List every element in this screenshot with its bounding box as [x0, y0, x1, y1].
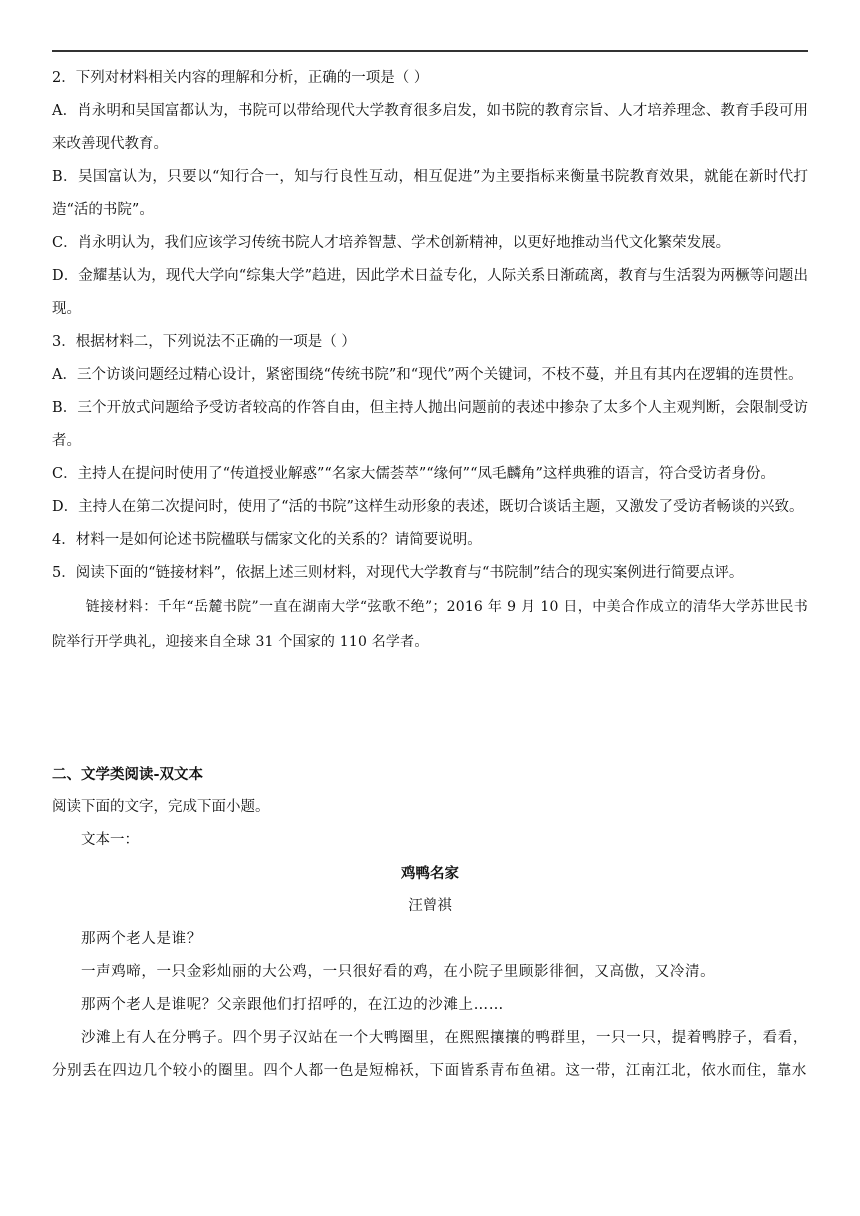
- question-3-option-b: B．三个开放式问题给予受访者较高的作答自由，但主持人抛出问题前的表述中掺杂了太多个人主观判断，会限制受访者。: [52, 400, 808, 449]
- story-title: 鸡鸭名家: [401, 865, 459, 882]
- question-2-option-d: D．金耀基认为，现代大学向“综集大学”趋进，因此学术日益专化，人际关系日渐疏离，教育与生活裂为两橛等问题出现。: [52, 268, 808, 317]
- question-2-option-a: A．肖永明和吴国富都认为，书院可以带给现代大学教育很多启发，如书院的教育宗旨、人才培养理念、教育手段可用来改善现代教育。: [52, 103, 808, 152]
- story-paragraph: 那两个老人是谁呢？父亲跟他们打招呼的，在江边的沙滩上……: [81, 997, 504, 1013]
- story-paragraph: 一声鸡啼，一只金彩灿丽的大公鸡，一只很好看的鸡，在小院子里顾影徘徊，又高傲，又冷清。: [81, 964, 716, 980]
- question-2-option-c: C．肖永明认为，我们应该学习传统书院人才培养智慧、学术创新精神，以更好地推动当代文化繁荣发展。: [52, 235, 731, 251]
- question-4: 4．材料一是如何论述书院楹联与儒家文化的关系的？请简要说明。: [52, 532, 482, 548]
- story-paragraph: 那两个老人是谁？: [81, 931, 202, 947]
- link-material: 链接材料：千年“岳麓书院”一直在湖南大学“弦歌不绝”；2016 年 9 月 10 日，中美合作成立的清华大学苏世民书院举行开学典礼，迎接来自全球 31 个国家的 110 名学者。: [52, 599, 808, 650]
- section-2-instruction: 阅读下面的文字，完成下面小题。: [52, 799, 270, 815]
- question-5: 5．阅读下面的“链接材料”，依据上述三则材料，对现代大学教育与“书院制”结合的现实案例进行简要点评。: [52, 565, 744, 581]
- section-2-title: 二、文学类阅读-双文本: [52, 766, 204, 783]
- question-3-option-a: A．三个访谈问题经过精心设计，紧密围绕“传统书院”和“现代”两个关键词，不枝不蔓，并且有其内在逻辑的连贯性。: [52, 367, 803, 383]
- section-gap: [52, 660, 808, 758]
- question-2-option-b: B．吴国富认为，只要以“知行合一，知与行良性互动，相互促进”为主要指标来衡量书院教育效果，就能在新时代打造“活的书院”。: [52, 169, 808, 218]
- question-3-option-d: D．主持人在第二次提问时，使用了“活的书院”这样生动形象的表述，既切合谈话主题，又激发了受访者畅谈的兴致。: [52, 499, 804, 515]
- story-author: 汪曾祺: [408, 898, 452, 914]
- document-page: [52, 62, 808, 1088]
- question-3-stem: 3．根据材料二，下列说法不正确的一项是（ ）: [52, 334, 356, 350]
- header-rule: [52, 50, 808, 52]
- question-2-stem: 2．下列对材料相关内容的理解和分析，正确的一项是（ ）: [52, 70, 429, 86]
- question-3-option-c: C．主持人在提问时使用了“传道授业解惑”“名家大儒荟萃”“缘何”“凤毛麟角”这样典雅的语言，符合受访者身份。: [52, 466, 775, 482]
- story-paragraph: 沙滩上有人在分鸭子。四个男子汉站在一个大鸭圈里，在熙熙攘攘的鸭群里，一只一只，提着鸭脖子，看看，分别丢在四边几个较小的圈里。四个人都一色是短棉袄，下面皆系青布鱼裙。这一带，江南江北，依水而住，靠水: [52, 1030, 808, 1079]
- text-one-label: 文本一：: [81, 832, 139, 848]
